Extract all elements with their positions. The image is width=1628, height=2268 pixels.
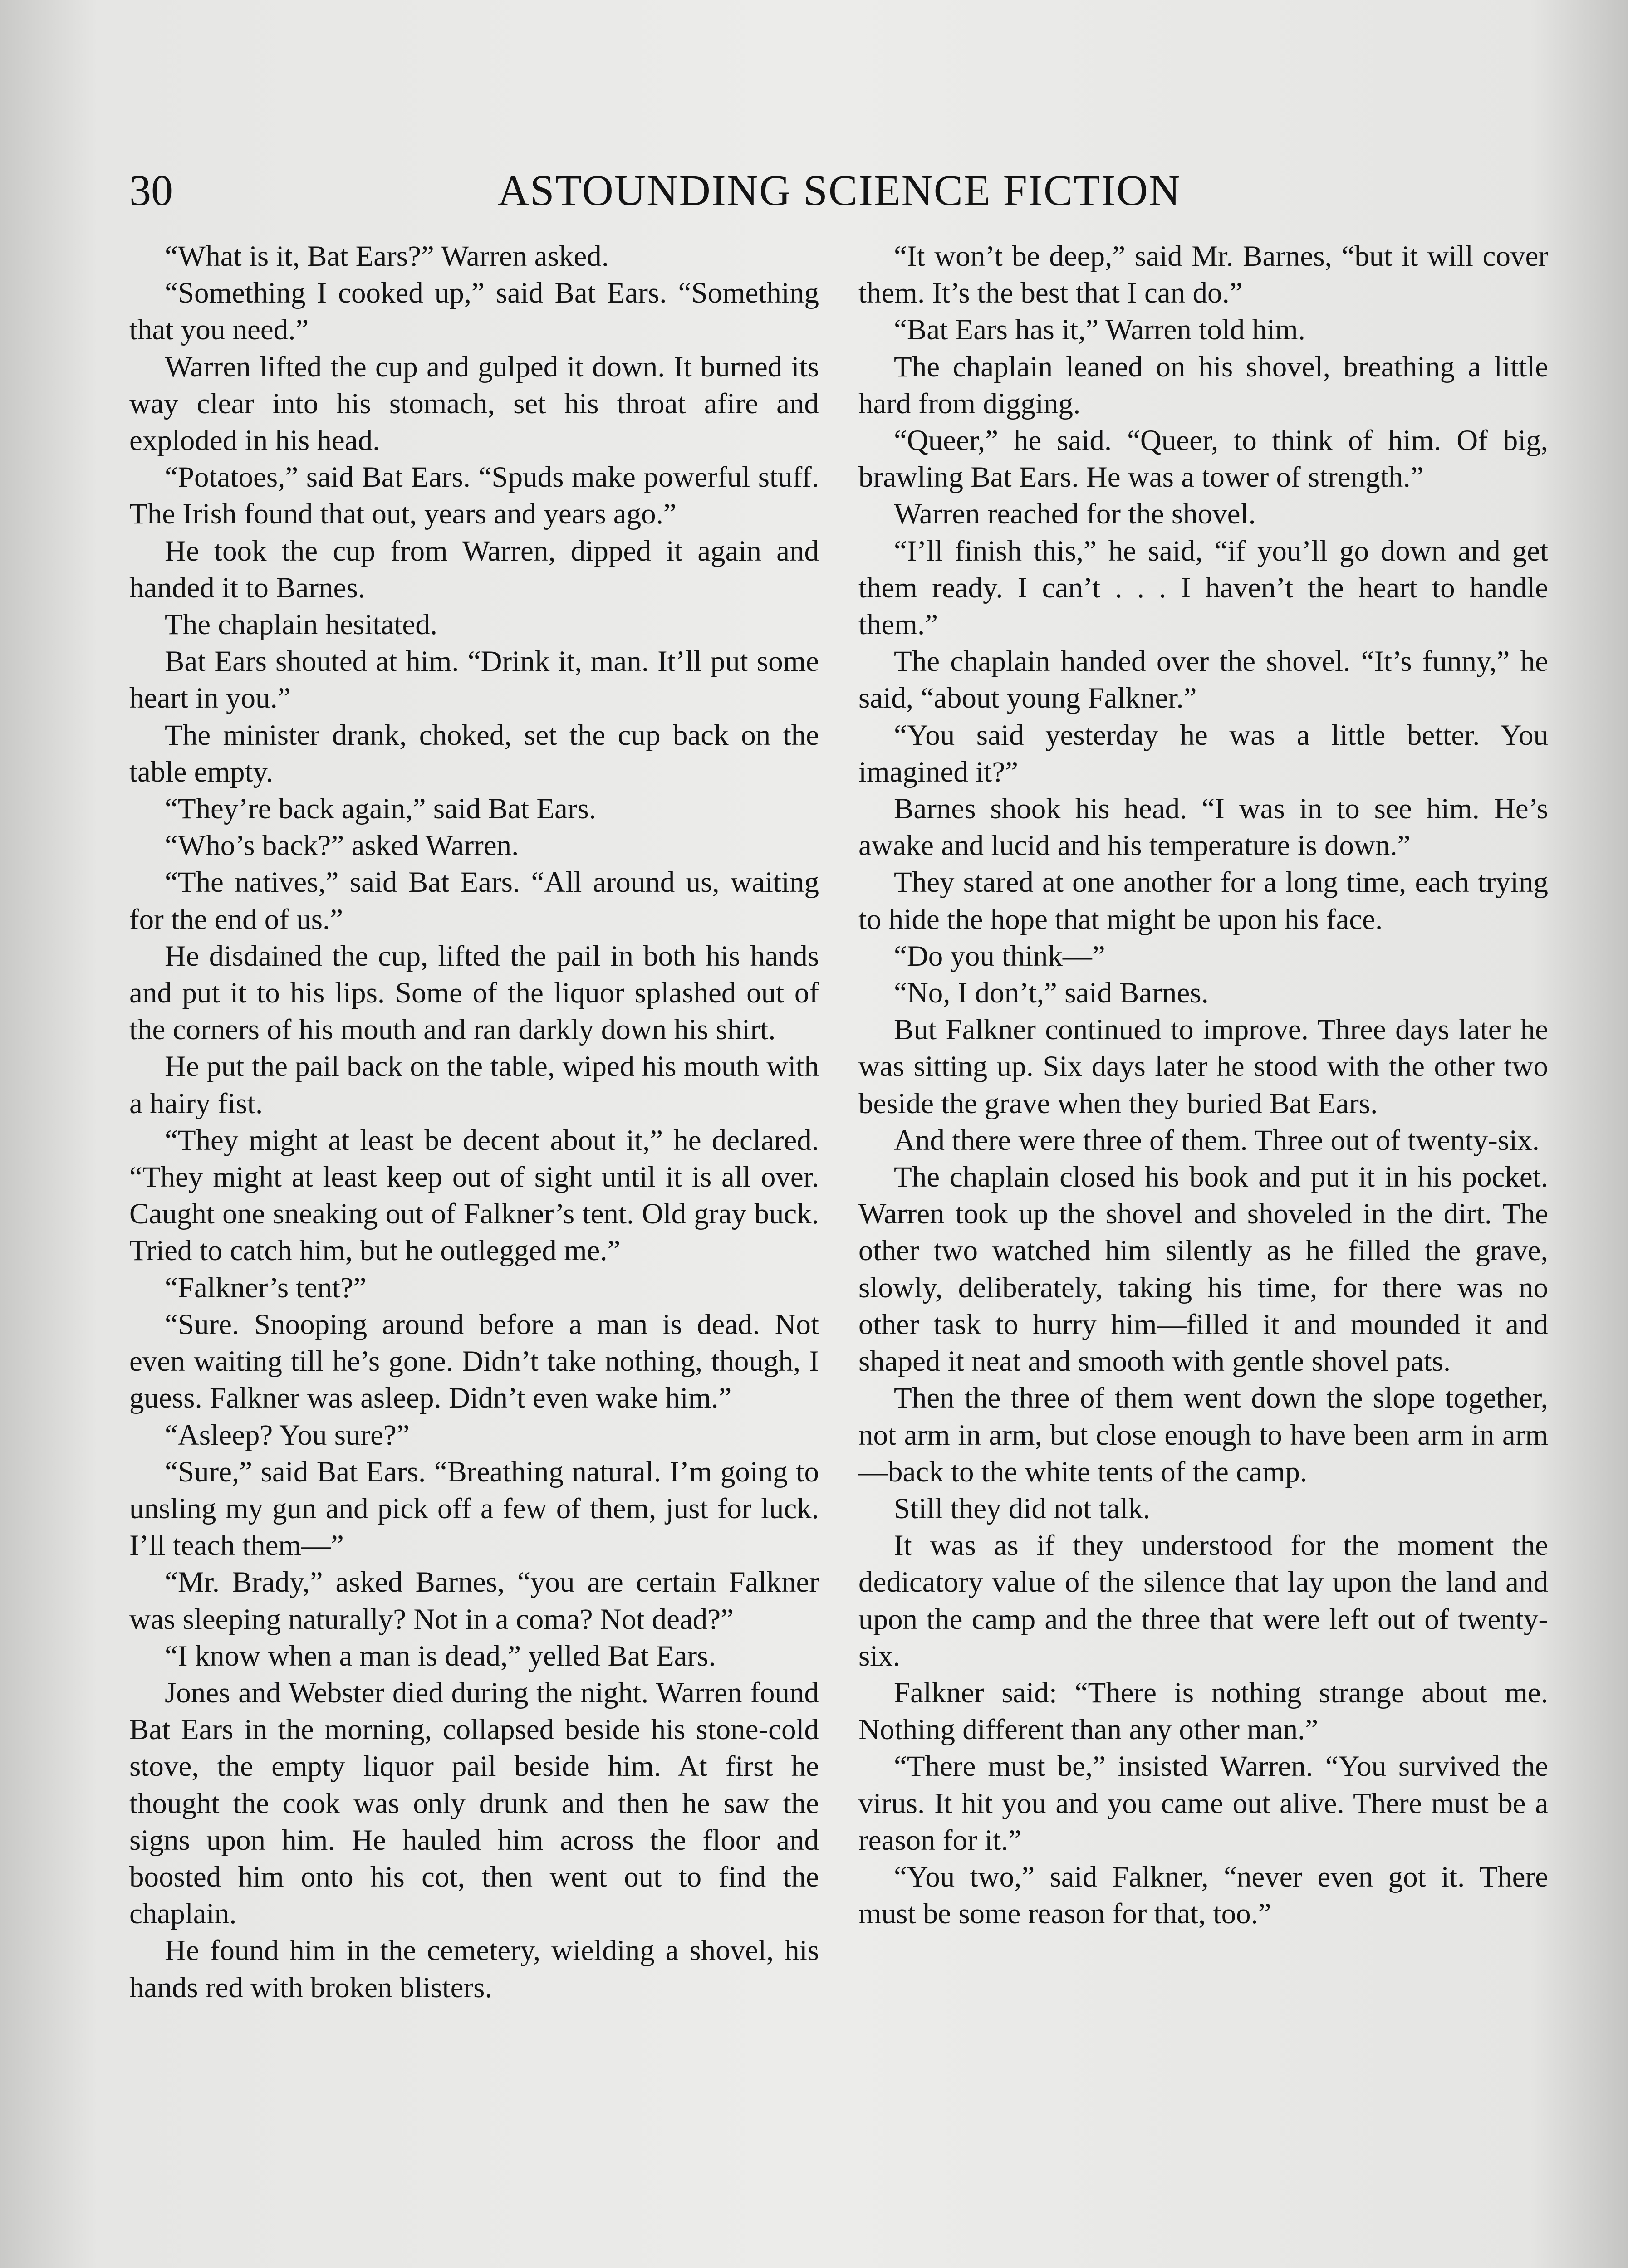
running-title: ASTOUNDING SCIENCE FICTION <box>497 166 1182 215</box>
paragraph: “They might at least be decent about it,” he declared. “They might at least keep out of sight until it is all over. Caught one sneaking out of Falkner’s tent. Old gray buck. Tried to catch him, but he outlegged me.” <box>129 1124 819 1267</box>
paragraph: He disdained the cup, lifted the pail in both his hands and put it to his lips. Some of the liquor splashed out of the corners of his mouth and ran darkly down his shirt. <box>129 939 819 1046</box>
paragraph: “Queer,” he said. “Queer, to think of him. Of big, brawling Bat Ears. He was a tower of strength.” <box>858 424 1548 494</box>
page-header <box>129 159 1550 222</box>
paragraph: “Asleep? You sure?” <box>165 1418 410 1452</box>
paragraph: “Who’s back?” asked Warren. <box>165 829 519 862</box>
paragraph: Jones and Webster died during the night. Warren found Bat Ears in the morning, collapsed beside his stone-cold stove, the empty liquor pail beside him. At first he thought the cook was only drunk and then he saw the signs upon him. He hauled him across the floor and boosted him onto his cot, then went out to find the chaplain. <box>129 1676 819 1931</box>
paragraph: He took the cup from Warren, dipped it again and handed it to Barnes. <box>129 534 819 604</box>
paragraph: The minister drank, choked, set the cup back on the table empty. <box>129 719 819 788</box>
paragraph: “Do you think—” <box>894 939 1105 973</box>
paragraph: Warren reached for the shovel. <box>894 498 1256 531</box>
paragraph: “There must be,” insisted Warren. “You survived the virus. It hit you and you came out alive. There must be a reason for it.” <box>858 1750 1548 1857</box>
paragraph: Warren lifted the cup and gulped it down. It burned its way clear into his stomach, set his throat afire and exploded in his head. <box>129 350 819 457</box>
paragraph: Bat Ears shouted at him. “Drink it, man. It’ll put some heart in you.” <box>129 645 819 715</box>
paragraph: The chaplain closed his book and put it in his pocket. Warren took up the shovel and shoveled in the dirt. The other two watched him silently as he filled the grave, slowly, deliberately, taking his time, for there was no other task to hurry him—filled it and mounded it and shaped it neat and smooth with gentle shovel pats. <box>858 1161 1548 1378</box>
paragraph: And there were three of them. Three out of twenty-six. <box>894 1124 1540 1157</box>
paragraph: “I know when a man is dead,” yelled Bat Ears. <box>165 1639 716 1672</box>
paragraph: “Sure. Snooping around before a man is dead. Not even waiting till he’s gone. Didn’t take nothing, though, I guess. Falkner was asleep. Didn’t even wake him.” <box>129 1308 819 1415</box>
left-column <box>129 238 819 2006</box>
paragraph: He found him in the cemetery, wielding a shovel, his hands red with broken blisters. <box>129 1934 819 2004</box>
paragraph: The chaplain leaned on his shovel, breathing a little hard from digging. <box>858 350 1548 420</box>
page-number: 30 <box>129 166 173 215</box>
paragraph: “Potatoes,” said Bat Ears. “Spuds make powerful stuff. The Irish found that out, years and years ago.” <box>129 461 819 531</box>
paragraph: Falkner said: “There is nothing strange about me. Nothing different than any other man.” <box>858 1676 1548 1746</box>
paragraph: “You said yesterday he was a little better. You imagined it?” <box>858 719 1548 788</box>
paragraph: It was as if they understood for the moment the dedicatory value of the silence that lay upon the land and upon the camp and the three that were left out of twenty-six. <box>858 1529 1548 1672</box>
paragraph: “It won’t be deep,” said Mr. Barnes, “but it will cover them. It’s the best that I can do.” <box>858 240 1548 310</box>
paragraph: “No, I don’t,” said Barnes. <box>894 977 1209 1010</box>
paragraph: “Mr. Brady,” asked Barnes, “you are certain Falkner was sleeping naturally? Not in a coma? Not dead?” <box>129 1566 819 1636</box>
paragraph: “Falkner’s tent?” <box>165 1271 367 1304</box>
paragraph: They stared at one another for a long time, each trying to hide the hope that might be upon his face. <box>858 866 1548 936</box>
paragraph: “You two,” said Falkner, “never even got it. There must be some reason for that, too.” <box>858 1860 1548 1931</box>
paragraph: “Bat Ears has it,” Warren told him. <box>894 313 1305 347</box>
paragraph: Barnes shook his head. “I was in to see him. He’s awake and lucid and his temperature is down.” <box>858 792 1548 862</box>
paragraph: The chaplain handed over the shovel. “It’s funny,” he said, “about young Falkner.” <box>858 645 1548 715</box>
right-column <box>858 238 1548 1932</box>
paragraph: “They’re back again,” said Bat Ears. <box>165 792 597 826</box>
paragraph: Then the three of them went down the slope together, not arm in arm, but close enough to have been arm in arm—back to the white tents of the camp. <box>858 1382 1548 1488</box>
paragraph: “Something I cooked up,” said Bat Ears. “Something that you need.” <box>129 277 819 347</box>
paragraph: But Falkner continued to improve. Three days later he was sitting up. Six days later he stood with the other two beside the grave when they buried Bat Ears. <box>858 1013 1548 1120</box>
paragraph: “The natives,” said Bat Ears. “All around us, waiting for the end of us.” <box>129 866 819 936</box>
paragraph: “What is it, Bat Ears?” Warren asked. <box>165 240 609 273</box>
paragraph: Still they did not talk. <box>894 1492 1151 1525</box>
paragraph: He put the pail back on the table, wiped his mouth with a hairy fist. <box>129 1050 819 1120</box>
paragraph: “I’ll finish this,” he said, “if you’ll go down and get them ready. I can’t . . . I haven’t the heart to handle them.” <box>858 534 1548 641</box>
paragraph: “Sure,” said Bat Ears. “Breathing natural. I’m going to unsling my gun and pick off a few of them, just for luck. I’ll teach them—” <box>129 1455 819 1562</box>
paragraph: The chaplain hesitated. <box>165 608 437 641</box>
